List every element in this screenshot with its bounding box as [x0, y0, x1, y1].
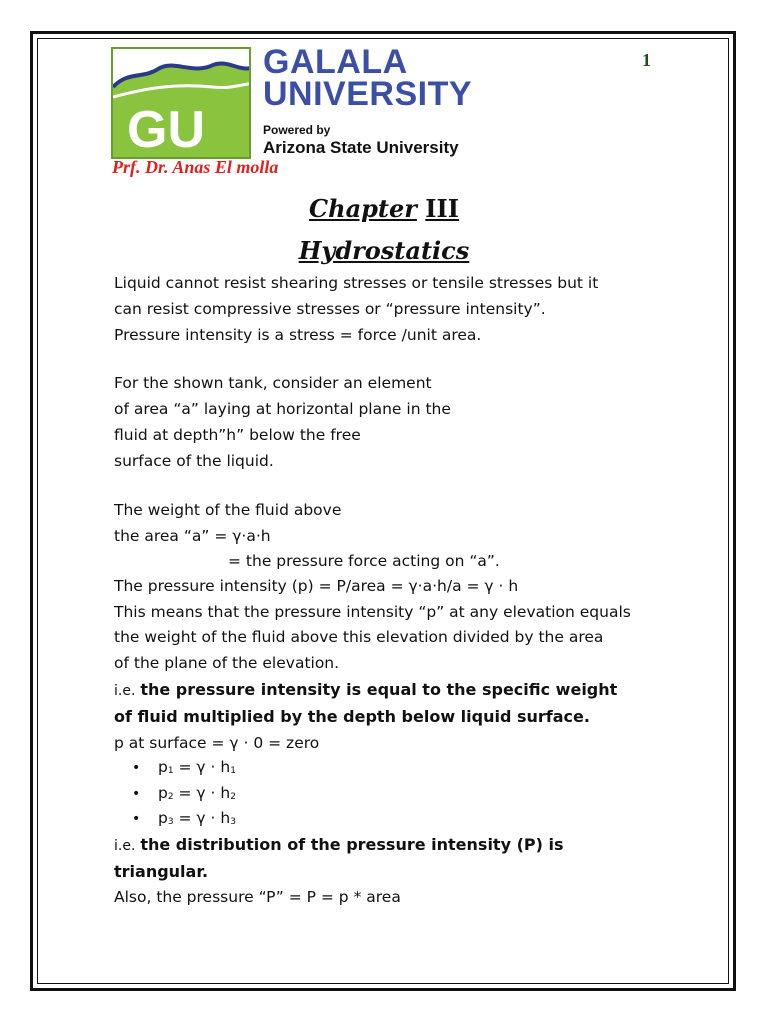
text-line: can resist compressive stresses or “pressure intensity”.	[114, 300, 546, 318]
text-line: This means that the pressure intensity “p” at any elevation equals	[114, 603, 631, 621]
gu-emblem	[111, 47, 251, 159]
ie-statement-1	[114, 680, 617, 699]
ie-bold-text: the distribution of the pressure intensity (P) is	[140, 835, 564, 854]
text-line: p at surface = γ · 0 = zero	[114, 734, 320, 752]
text-line: Pressure intensity is a stress = force /unit area.	[114, 326, 482, 344]
bullet-equation: $p_3 = \gamma \cdot h_3$	[158, 809, 236, 827]
text-line: Also, the pressure “P” = P = p * area	[114, 888, 401, 906]
page-number: 1	[642, 50, 651, 70]
chapter-word: Chapter	[309, 194, 417, 223]
bullet-dot: •	[132, 760, 141, 776]
text-line: The weight of the fluid above	[114, 501, 342, 519]
author-name: Prf. Dr. Anas El molla	[112, 157, 279, 177]
ie-statement-1-cont: of fluid multiplied by the depth below liquid surface.	[114, 707, 590, 726]
text-line: The pressure intensity (p) = P/area = γ·a·h/a = γ · h	[114, 577, 519, 595]
ie-bold-text: triangular	[114, 862, 202, 881]
bullet-dot: •	[132, 786, 141, 802]
text-line: = the pressure force acting on “a”.	[228, 552, 500, 570]
logo-name-line2: UNIVERSITY	[263, 75, 473, 113]
section-title: Hydrostatics	[298, 236, 470, 265]
chapter-numeral: III	[425, 194, 459, 223]
chapter-heading	[0, 194, 768, 223]
text-line: of the plane of the elevation.	[114, 654, 340, 672]
text-line: the area “a” = γ·a·h	[114, 527, 271, 545]
logo-name-line1: GALALA	[263, 43, 408, 81]
ie-prefix: i.e.	[114, 683, 136, 699]
text-line: fluid at depth”h” below the free	[114, 426, 361, 444]
bullet-equation: $p_1 = \gamma \cdot h_1$	[158, 758, 236, 776]
text-line: surface of the liquid.	[114, 452, 274, 470]
ie-statement-2-cont: triangular.	[114, 862, 209, 881]
ie-bold-text: of fluid multiplied by the depth below liquid surface	[114, 707, 584, 726]
ie-prefix: i.e.	[114, 838, 136, 854]
logo-powered-by: Powered by	[263, 123, 331, 137]
bullet-equation: $p_2 = \gamma \cdot h_2$	[158, 784, 236, 802]
text-line: the weight of the fluid above this elevation divided by the area	[114, 628, 604, 646]
svg-text:GU: GU	[127, 101, 205, 159]
ie-bold-text: the pressure intensity is equal to the specific weight	[140, 680, 618, 699]
ie-statement-2	[114, 835, 564, 854]
text-line: of area “a” laying at horizontal plane in the	[114, 400, 451, 418]
text-line: Liquid cannot resist shearing stresses or tensile stresses but it	[114, 274, 599, 292]
logo-partner: Arizona State University	[263, 138, 459, 157]
text-line: For the shown tank, consider an element	[114, 374, 432, 392]
university-logo	[111, 43, 521, 159]
bullet-dot: •	[132, 811, 141, 827]
